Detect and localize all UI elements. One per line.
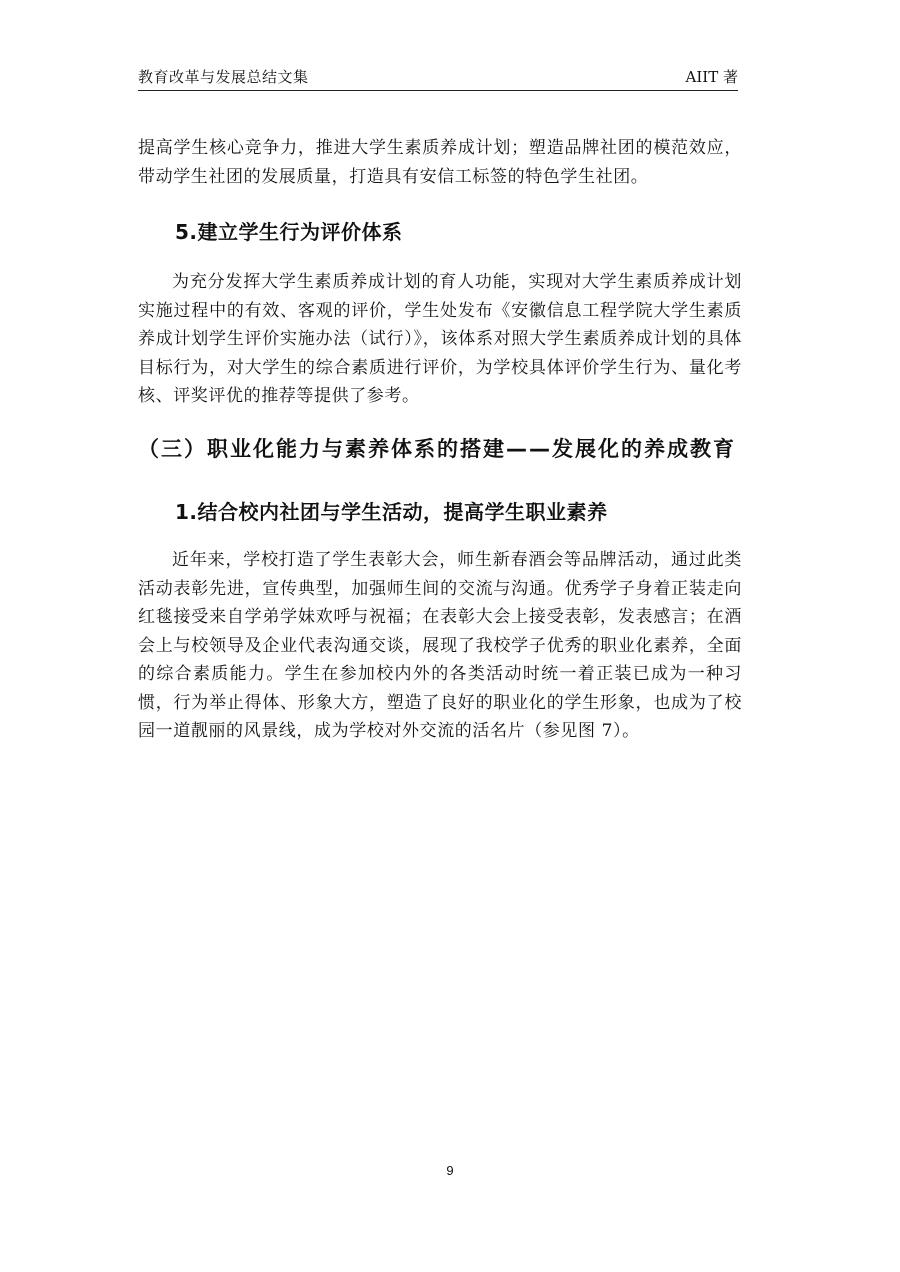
heading-behavior-evaluation: 5.建立学生行为评价体系 bbox=[175, 220, 403, 244]
section-heading-professional-ability: （三）职业化能力与素养体系的搭建——发展化的养成教育 bbox=[138, 437, 736, 461]
paragraph-behavior-evaluation: 为充分发挥大学生素质养成计划的育人功能，实现对大学生素质养成计划实施过程中的有效、客观的评价，学生处发布《安徽信息工程学院大学生素质养成计划学生评价实施办法（试行）》，该体系对照大学生素质养成计划的具体目标行为，对大学生的综合素质进行评价，为学校具体评价学生行为、量化考核、评奖评优的推荐等提供了参考。 bbox=[138, 272, 742, 406]
paragraph-clubs-and-activities: 近年来，学校打造了学生表彰大会，师生新春酒会等品牌活动，通过此类活动表彰先进，宣传典型，加强师生间的交流与沟通。优秀学子身着正装走向红毯接受来自学弟学妹欢呼与祝福；在表彰大会上接受表彰，发表感言；在酒会上与校领导及企业代表沟通交谈，展现了我校学子优秀的职业化素养，全面的综合素质能力。学生在参加校内外的各类活动时统一着正装已成为一种习惯，行为举止得体、形象大方，塑造了良好的职业化的学生形象，也成为了校园一道靓丽的风景线，成为学校对外交流的活名片（参见图 7）。 bbox=[138, 550, 742, 741]
header-title: 教育改革与发展总结文集 bbox=[138, 68, 309, 86]
page-number: 9 bbox=[446, 1163, 454, 1178]
header-author: AIIT 著 bbox=[685, 68, 738, 86]
page-header bbox=[138, 66, 738, 91]
heading-clubs-and-activities: 1.结合校内社团与学生活动，提高学生职业素养 bbox=[175, 500, 608, 524]
paragraph-intro: 提高学生核心竞争力，推进大学生素质养成计划；塑造品牌社团的模范效应，带动学生社团的发展质量，打造具有安信工标签的特色学生社团。 bbox=[138, 138, 742, 187]
